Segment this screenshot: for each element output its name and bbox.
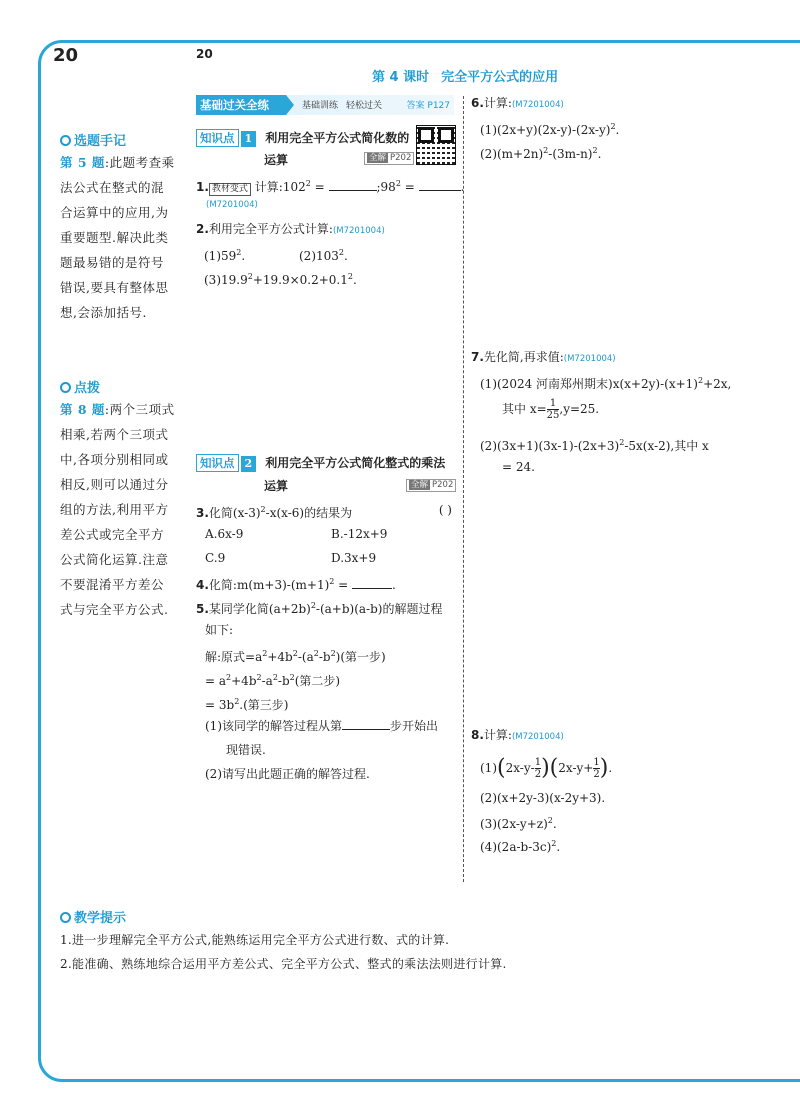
kp1-title-cont: 运算: [264, 153, 289, 167]
note-icon: [60, 135, 71, 146]
q6-part-1: $(1)(2x+y)(2x-y)-(2x-y)^2$.: [480, 122, 620, 137]
option-a: A.6x-9: [205, 527, 244, 541]
page-number-small: 20: [196, 47, 213, 61]
column-divider: [463, 96, 464, 882]
tip-icon: [60, 382, 71, 393]
question-4: 4.化简$:m(m+3)-(m+1)^2$ = .: [196, 577, 396, 592]
question-7: 7.先化简,再求值:(M7201004): [471, 350, 616, 364]
banner-sub: 基础训练 轻松过关: [302, 101, 383, 111]
side-note-1: 选题手记 第 5 题:此题考查乘 法公式在整式的混 合运算中的应用,为 重要题型.解决此类 题最易错的是符号 错误,要具有整体思 想,会添加括号.: [60, 134, 175, 320]
tips-icon: [60, 912, 71, 923]
option-b: B.-12x+9: [331, 527, 388, 541]
q5-line-2: 如下:: [205, 623, 234, 637]
q5-step-2: = $a^2+4b^2-a^2-b^2$(第二步): [205, 673, 341, 688]
option-d: D.3x+9: [331, 551, 377, 565]
question-2: 2.利用完全平方公式计算:(M7201004): [196, 222, 385, 236]
kp1-ref: 全解 P202: [364, 152, 414, 165]
q2-part-1: $(1)59^2$.: [204, 248, 246, 263]
question-6: 6.计算:(M7201004): [471, 96, 564, 110]
q2-part-3: $(3)19.9^2+19.9\times 0.2+0.1^2$.: [204, 272, 357, 287]
q1-code: (M7201004): [206, 200, 258, 210]
section-banner: [196, 95, 454, 115]
kp2-ref: 全解 P202: [406, 479, 456, 492]
knowledge-point-2: 知识点 2 利用完全平方公式简化整式的乘法: [196, 452, 466, 472]
question-5: 5.某同学化简$(a+2b)^2-(a+b)(a-b)$的解题过程: [196, 601, 443, 616]
knowledge-point-1: 知识点 1 利用完全平方公式简化数的: [196, 127, 416, 147]
question-3: 3.化简$(x-3)^2-x(x-6)$的结果为 ( ): [196, 503, 452, 520]
qr-code-icon: [416, 125, 456, 165]
q8-part-1: (1)(2x-y- $\frac{1}{2}$ )(2x-y+ $\frac{1}{2}$ ).: [480, 755, 613, 781]
question-8: 8.计算:(M7201004): [471, 728, 564, 742]
banner-label: 基础过关全练: [196, 95, 286, 115]
q7-part-1: (1)(2024 河南郑州期末)$x(x+2y)-(x+1)^2+2x$,: [480, 376, 732, 391]
teaching-tip-1: 1.进一步理解完全平方公式,能熟练运用完全平方公式进行数、式的计算.: [60, 933, 450, 947]
option-c: C.9: [205, 551, 226, 565]
q8-part-2: (2)(x+2y-3)(x-2y+3).: [480, 791, 606, 805]
q8-part-4: $(4)(2a-b-3c)^2$.: [480, 839, 561, 854]
lesson-title: 第 4 课时 完全平方公式的应用: [372, 70, 559, 85]
q5-part-1: (1)该同学的解答过程从第 步开始出: [205, 719, 439, 733]
answer-ref: 答案 P127: [406, 101, 450, 111]
page-number-large: 20: [53, 45, 79, 66]
q6-part-2: $(2)(m+2n)^2-(3m-n)^2$.: [480, 146, 602, 161]
q5-part-1-cont: 现错误.: [226, 743, 266, 757]
q8-part-3: $(3)(2x-y+z)^2$.: [480, 816, 557, 831]
side-note-2: 点拨 第 8 题:两个三项式 相乘,若两个三项式 中,各项分别相同或 相反,则可以通过分 组的方法,利用平方 差公式或完全平方 公式简化运算.注意 不要混淆平方差公 式与完全平方公式.: [60, 381, 175, 617]
teaching-tips-title: 教学提示: [60, 907, 126, 926]
teaching-tip-2: 2.能准确、熟练地综合运用平方差公式、完全平方公式、整式的乘法法则进行计算.: [60, 957, 507, 971]
q7-part-2: $(2)(3x+1)(3x-1)-(2x+3)^2-5x(x-2)$,其中 x: [480, 438, 709, 453]
kp2-title-cont: 运算: [264, 479, 289, 493]
q7-part-2-cont: = 24.: [502, 460, 535, 474]
q5-step-3: = $3b^2$.(第三步): [205, 697, 289, 712]
q5-step-1: 解:原式$=a^2+4b^2-(a^2-b^2)$(第一步): [205, 649, 386, 664]
q2-part-2: $(2)103^2$.: [299, 248, 348, 263]
q5-part-2: (2)请写出此题正确的解答过程.: [205, 767, 370, 781]
q7-part-1-cond: 其中 x= $\frac{1}{25}$ ,y=25.: [502, 398, 600, 421]
question-1: 1. 教材变式 计算$:102^2$ = $;98^2$ = .: [196, 179, 465, 194]
